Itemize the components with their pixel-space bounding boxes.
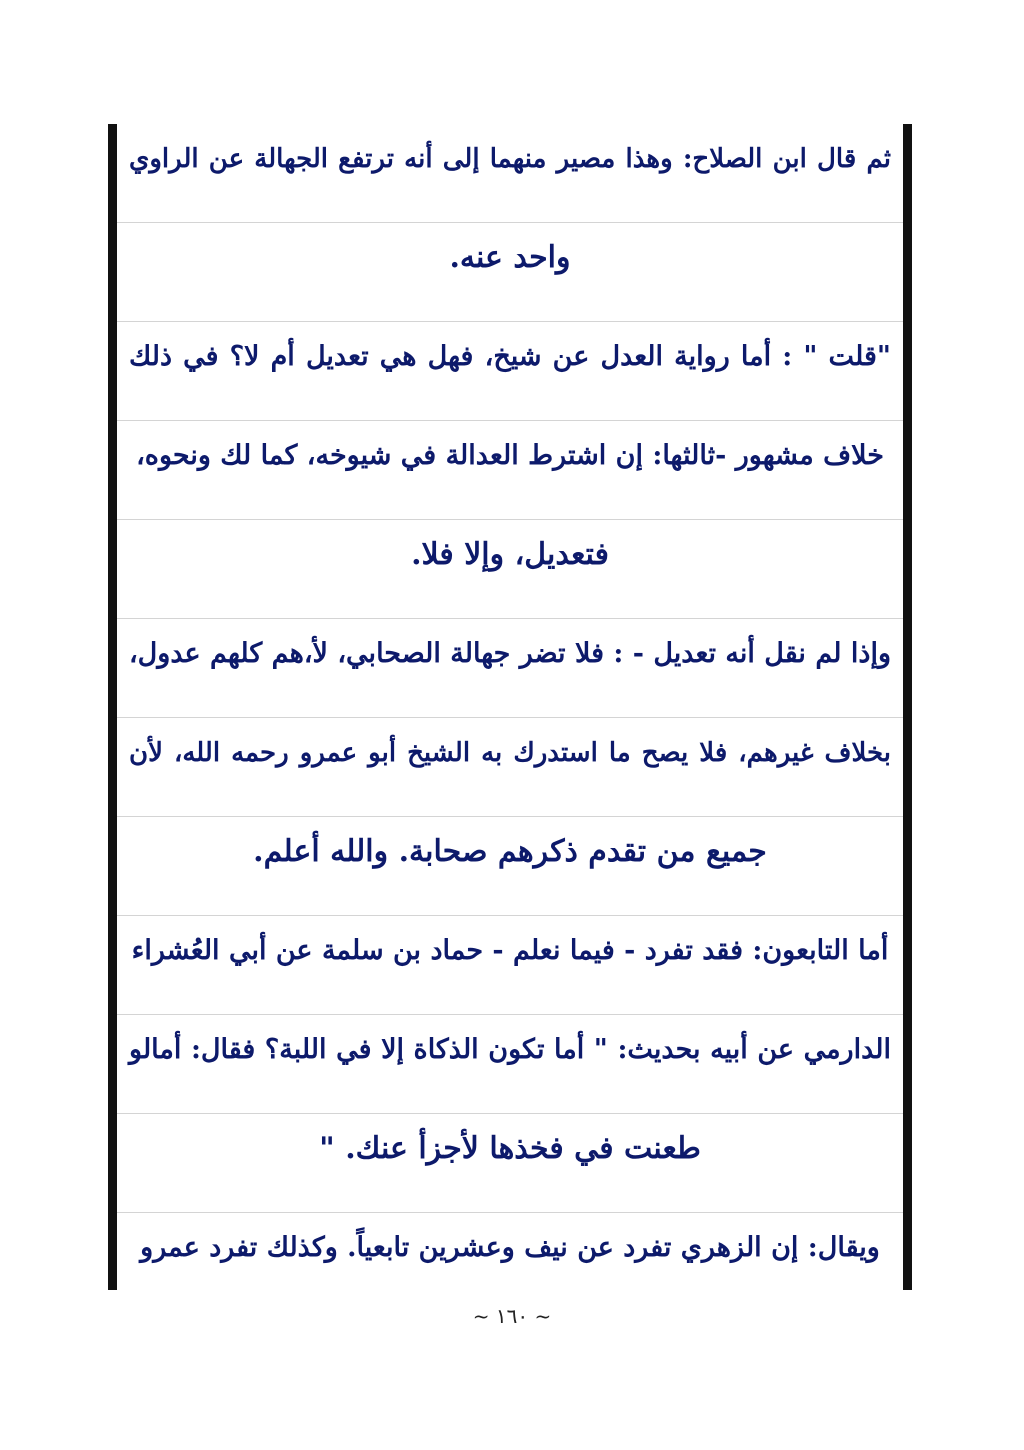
text-line-5: فتعديل، وإلا فلا. [117, 520, 903, 619]
text-line-1: ثم قال ابن الصلاح: وهذا مصير منهما إلى أنه ترتفع الجهالة عن الراوي [117, 124, 903, 223]
text-line-6: وإذا لم نقل أنه تعديل - : فلا تضر جهالة الصحابي، لأ،هم كلهم عدول، [117, 619, 903, 718]
page-frame [108, 124, 912, 1290]
text-line-11: طعنت في فخذها لأجزأ عنك. " [117, 1114, 903, 1213]
text-line-7: بخلاف غيرهم، فلا يصح ما استدرك به الشيخ أبو عمرو رحمه الله، لأن [117, 718, 903, 817]
text-line-4: خلاف مشهور -ثالثها: إن اشترط العدالة في شيوخه، كما لك ونحوه، [117, 421, 903, 520]
right-border-bar [903, 124, 912, 1290]
text-line-2: واحد عنه. [117, 223, 903, 322]
text-area [117, 124, 903, 1290]
left-border-bar [108, 124, 117, 1290]
page-number: ~ ١٦٠ ~ [472, 1304, 552, 1328]
text-line-12: ويقال: إن الزهري تفرد عن نيف وعشرين تابعياً. وكذلك تفرد عمرو [140, 1232, 880, 1263]
text-line-10: الدارمي عن أبيه بحديث: " أما تكون الذكاة إلا في اللبة؟ فقال: أمالو [117, 1015, 903, 1114]
text-line-3: "قلت " : أما رواية العدل عن شيخ، فهل هي تعديل أم لا؟ في ذلك [117, 322, 903, 421]
text-line-8: جميع من تقدم ذكرهم صحابة. والله أعلم. [117, 817, 903, 916]
text-line-9: أما التابعون: فقد تفرد - فيما نعلم - حماد بن سلمة عن أبي العُشراء [117, 916, 903, 1015]
